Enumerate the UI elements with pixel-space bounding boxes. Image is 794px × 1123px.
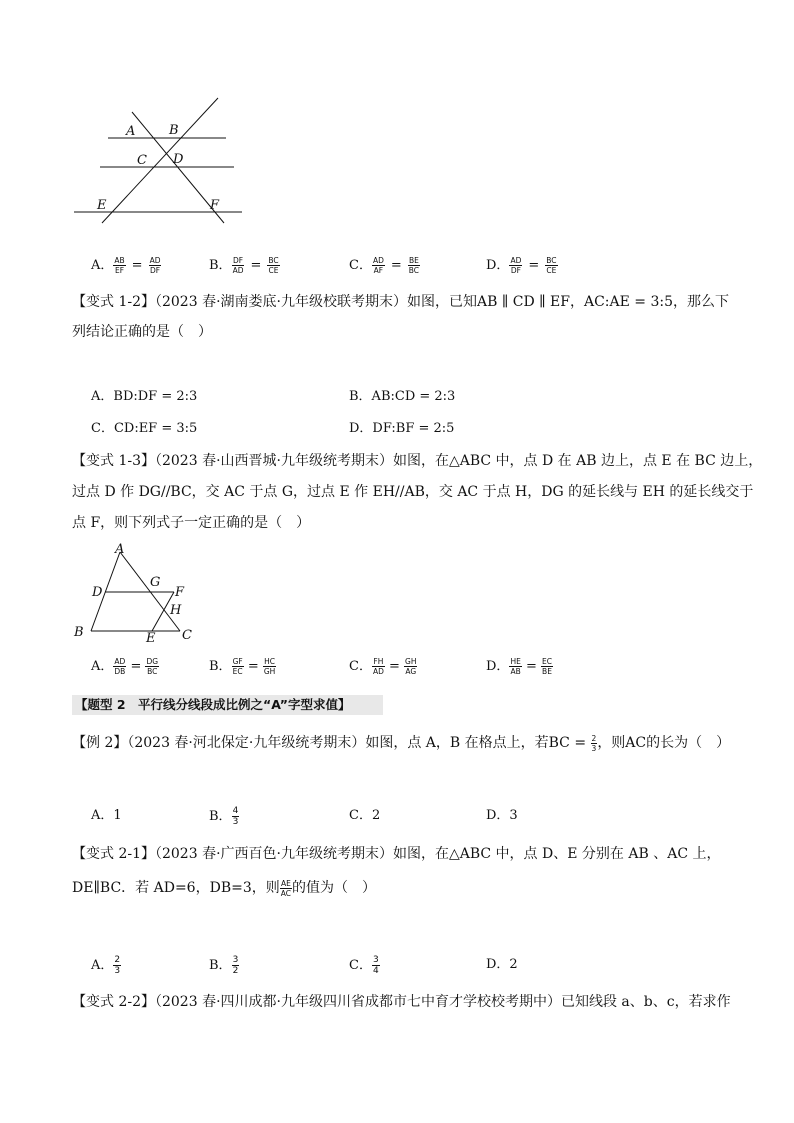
- fig2-label-c: C: [182, 628, 192, 643]
- ex2-option-a[interactable]: A．1: [91, 808, 122, 823]
- q1-option-b[interactable]: B． $\frac{DF}{AD}$ = $\frac{BC}{CE}$: [209, 256, 279, 275]
- q13-stem-line2: 过点 D 作 DG//BC，交 AC 于点 G，过点 E 作 EH//AB，交 AC 于点 H，DG 的延长线与 EH 的延长线交于: [72, 484, 754, 500]
- ex2-option-b[interactable]: B． $\frac{4}{3}$: [209, 806, 239, 827]
- fig1-label-c: C: [137, 153, 147, 168]
- q12-option-d[interactable]: D．DF:BF = 2:5: [349, 421, 455, 436]
- figure-parallel-lines: [70, 95, 250, 225]
- fig1-label-b: B: [169, 123, 179, 138]
- q13-option-b[interactable]: B． $\frac{GF}{EC}$ = $\frac{HC}{GH}$: [209, 657, 276, 676]
- q1-option-a[interactable]: A． $\frac{AB}{EF}$ = $\frac{AD}{DF}$: [91, 256, 161, 275]
- section-title: 【题型 2 平行线分线段成比例之“A”字型求值】: [72, 695, 383, 715]
- figure-triangle-abc: [70, 540, 200, 645]
- q21-option-c[interactable]: C． $\frac{3}{4}$: [349, 955, 379, 976]
- q13-stem-line1: 【变式 1-3】（2023 春·山西晋城·九年级统考期末）如图，在△ABC 中，点 D 在 AB 边上，点 E 在 BC 边上，: [72, 453, 763, 469]
- q21-option-b[interactable]: B． $\frac{3}{2}$: [209, 955, 239, 976]
- fig1-label-a: A: [126, 124, 136, 139]
- fig2-label-e: E: [146, 631, 156, 645]
- q22-stem-line1: 【变式 2-2】（2023 春·四川成都·九年级四川省成都市七中育才学校校考期中）已知线段 a、b、c，若求作: [72, 994, 731, 1010]
- q21-option-d[interactable]: D．2: [486, 957, 518, 972]
- ex2-option-d[interactable]: D．3: [486, 808, 518, 823]
- q12-option-c[interactable]: C．CD:EF = 3:5: [91, 421, 198, 436]
- q1-option-c[interactable]: C． $\frac{AD}{AF}$ = $\frac{BE}{BC}$: [349, 256, 420, 275]
- q21-stem-line1: 【变式 2-1】（2023 春·广西百色·九年级统考期末）如图，在△ABC 中，点 D、E 分别在 AB 、AC 上，: [72, 846, 721, 862]
- fig1-label-f: F: [210, 198, 220, 213]
- q12-stem-line1: 【变式 1-2】（2023 春·湖南娄底·九年级校联考期末）如图，已知AB ∥ CD ∥ EF，AC:AE = 3:5，那么下: [72, 294, 730, 310]
- q12-stem-line2: 列结论正确的是（ ）: [72, 324, 212, 340]
- fig2-label-d: D: [92, 585, 103, 600]
- q21-option-a[interactable]: A． $\frac{2}{3}$: [91, 955, 121, 976]
- q13-option-a[interactable]: A． $\frac{AD}{DB}$ = $\frac{DG}{BC}$: [91, 657, 159, 676]
- fig1-label-d: D: [173, 152, 184, 167]
- transversal-ae: [102, 98, 218, 223]
- ex2-option-c[interactable]: C．2: [349, 808, 381, 823]
- q13-stem-line3: 点 F，则下列式子一定正确的是（ ）: [72, 515, 311, 531]
- fig2-label-f: F: [175, 585, 185, 600]
- q12-option-a[interactable]: A．BD:DF = 2:3: [91, 389, 198, 404]
- ex2-stem: 【例 2】（2023 春·河北保定·九年级统考期末）如图，点 A，B 在格点上，若BC = $\frac{2}{3}$ ，则AC的长为（ ）: [72, 733, 731, 753]
- fig1-label-e: E: [97, 198, 107, 213]
- fig2-label-b: B: [74, 625, 84, 640]
- q21-stem-line2: DE∥BC．若 AD=6，DB=3，则 $\frac{AE}{AC}$ 的值为（ ）: [72, 878, 376, 898]
- q13-option-c[interactable]: C． $\frac{FH}{AD}$ = $\frac{GH}{AG}$: [349, 657, 417, 676]
- fig2-label-g: G: [150, 575, 161, 590]
- fig2-label-h: H: [170, 603, 182, 618]
- q12-option-b[interactable]: B．AB:CD = 2:3: [349, 389, 456, 404]
- q1-option-d[interactable]: D． $\frac{AD}{DF}$ = $\frac{BC}{CE}$: [486, 256, 557, 275]
- fig2-label-a: A: [115, 542, 125, 557]
- q13-option-d[interactable]: D． $\frac{HE}{AB}$ = $\frac{EC}{BE}$: [486, 657, 552, 676]
